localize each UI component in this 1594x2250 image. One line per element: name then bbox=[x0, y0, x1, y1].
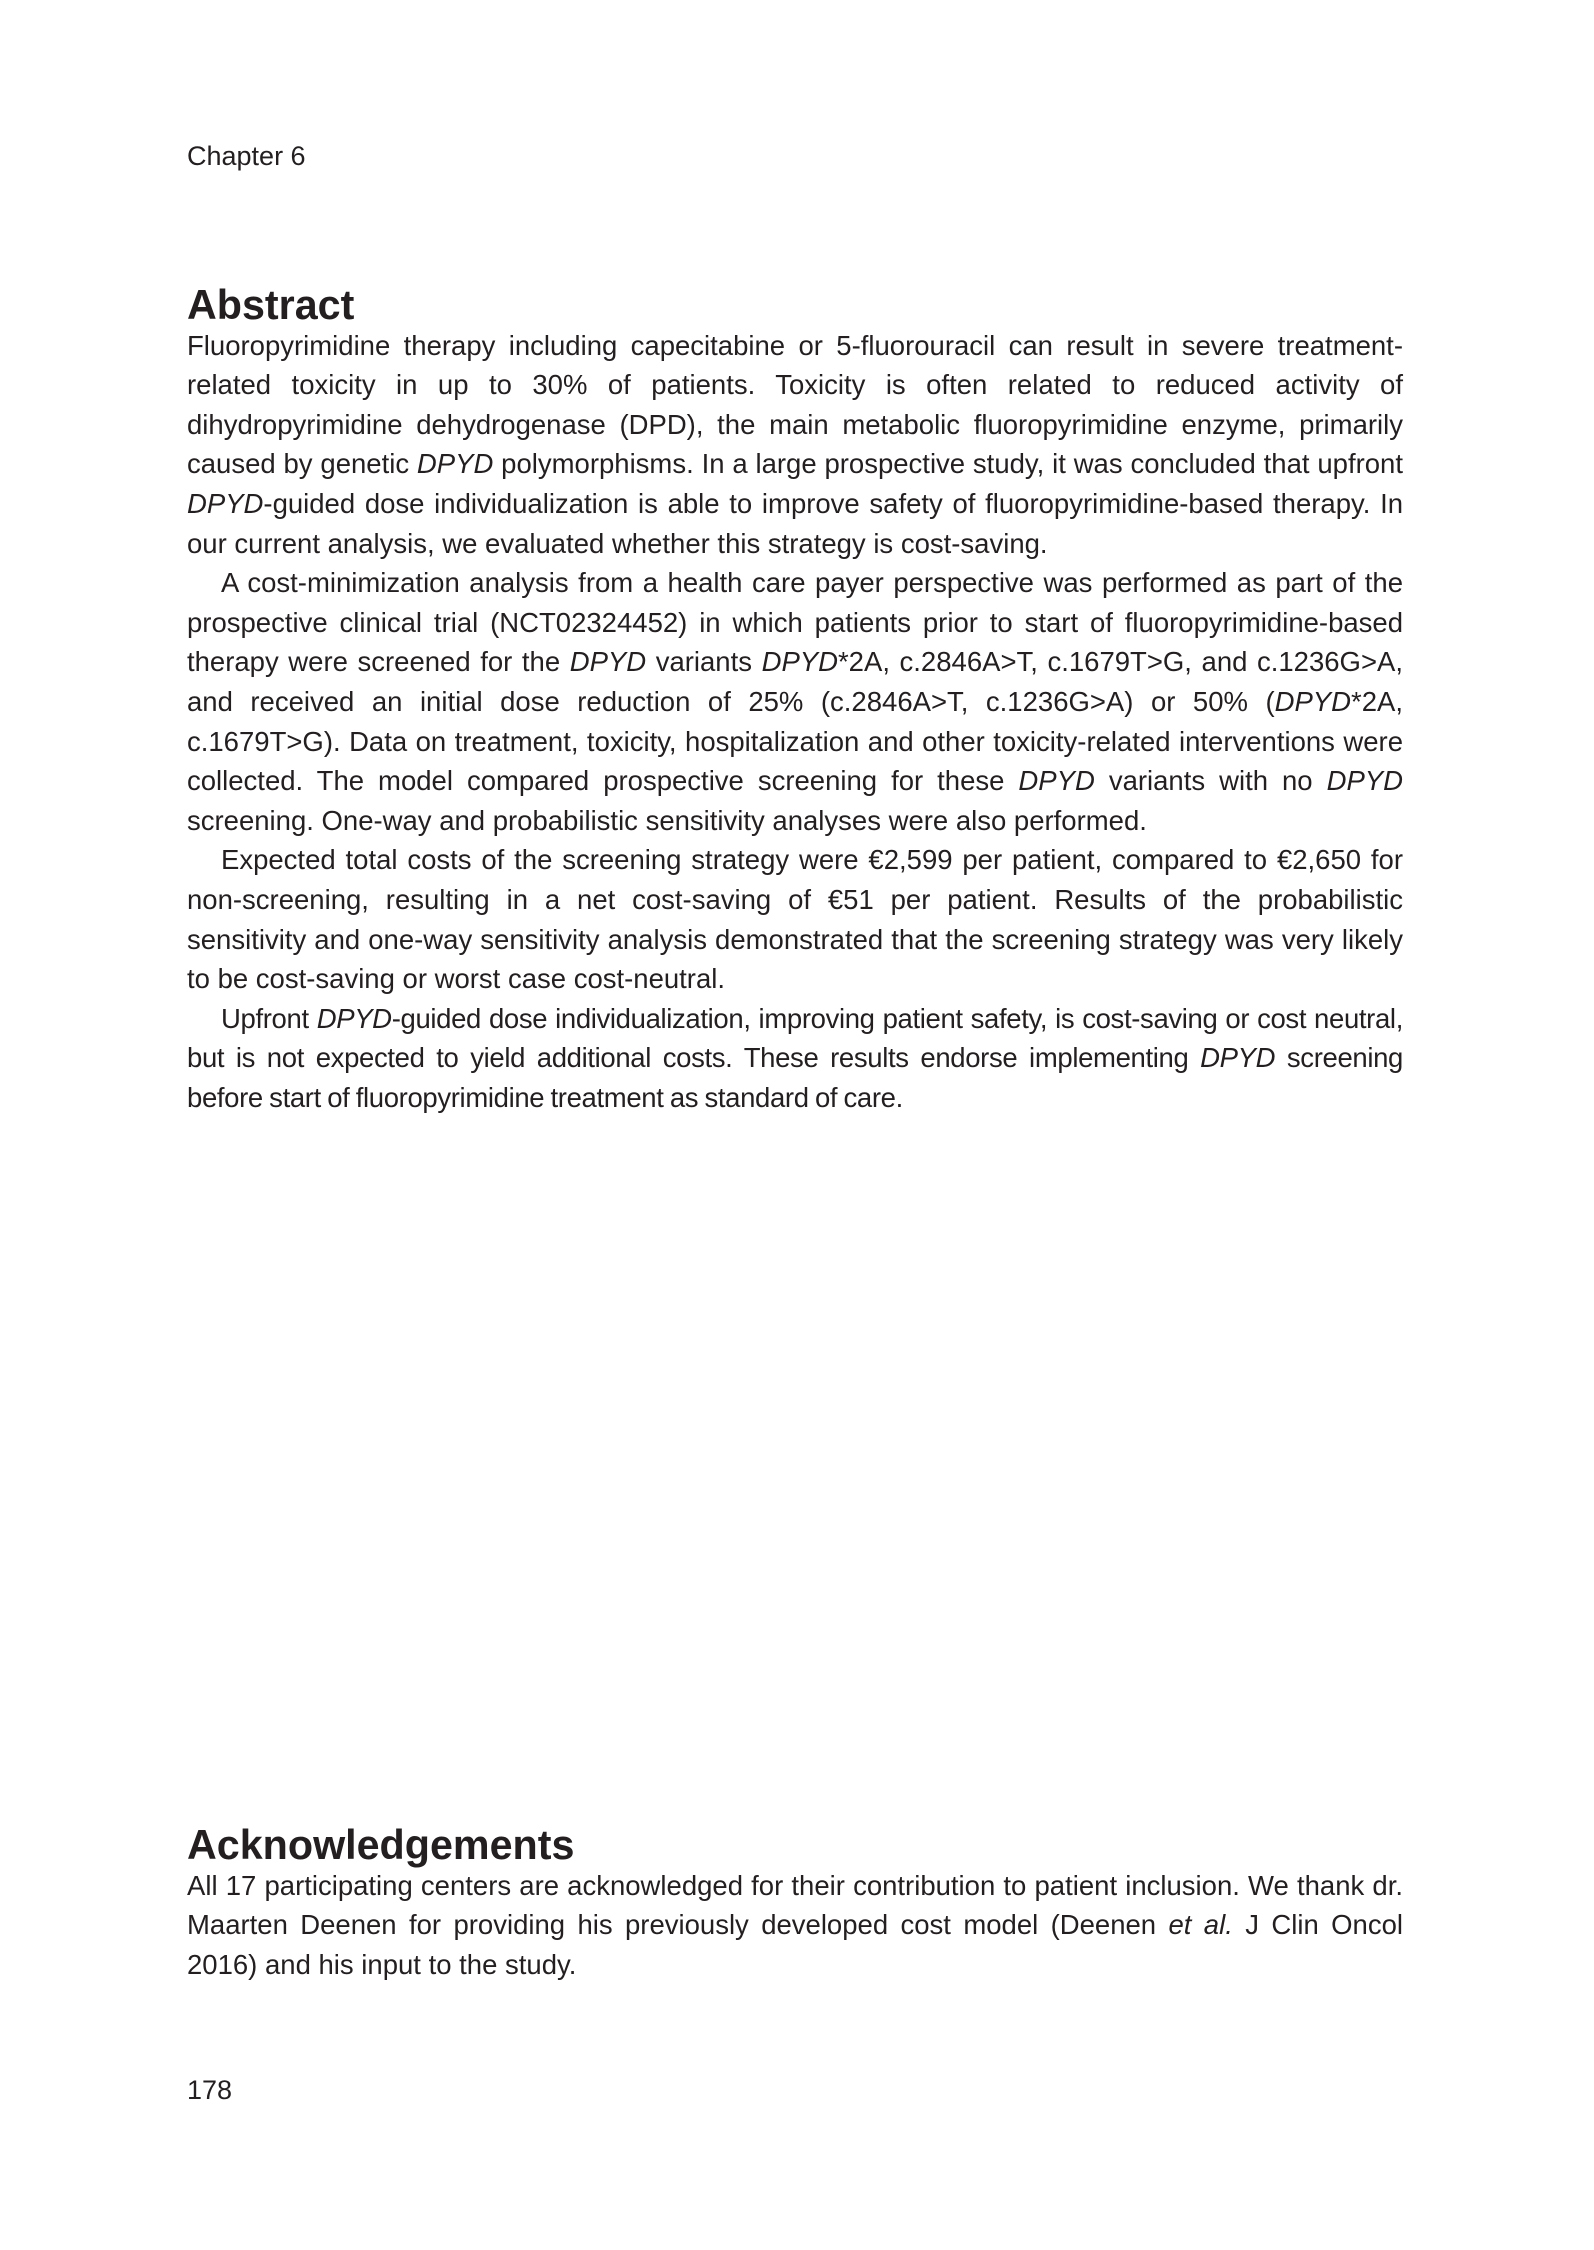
abstract-paragraph bbox=[187, 999, 1403, 1118]
text-run: polymorphisms. In a large prospective study, it was concluded that upfront bbox=[493, 448, 1403, 480]
acknowledgements-paragraph bbox=[187, 1866, 1403, 1985]
acknowledgements-heading: Acknowledgements bbox=[187, 1822, 575, 1868]
italic-term: DPYD bbox=[761, 646, 838, 678]
italic-term: DPYD bbox=[1200, 1042, 1276, 1074]
text-run: variants bbox=[646, 646, 762, 678]
text-run: screening before start of fluoropyrimidine treatment as standard of care. bbox=[187, 1042, 1403, 1113]
text-run: A cost-minimization analysis from a health care payer perspective was performed as part of the prospective clinical trial (NCT02324452) in which patients prior to start of fluoropyrimidine-based therapy were screened for the bbox=[187, 567, 1403, 678]
italic-term: DPYD bbox=[187, 487, 264, 519]
page-number: 178 bbox=[187, 2075, 233, 2105]
abstract-heading: Abstract bbox=[187, 282, 355, 328]
text-run: -guided dose individualization is able to improve safety of fluoropyrimidine-based therapy. In our current analysis, we evaluated whether this strategy is cost-saving. bbox=[187, 487, 1403, 559]
italic-term: DPYD bbox=[1018, 765, 1095, 797]
abstract-paragraph bbox=[187, 840, 1403, 998]
acknowledgements-section bbox=[187, 1822, 1403, 1984]
text-run: Upfront bbox=[221, 1002, 317, 1034]
text-run: *2A, c.1679T>G). Data on treatment, toxicity, hospitalization and other toxicity-related interventions were collected. The model compared prospective screening for these bbox=[187, 685, 1403, 797]
text-run: -guided dose individualization, improving patient safety, is cost-saving or cost neutral, but is not expected to yield additional costs. These results endorse implementing bbox=[187, 1002, 1403, 1074]
abstract-paragraph bbox=[187, 563, 1403, 840]
abstract-paragraph bbox=[187, 326, 1403, 564]
chapter-label: Chapter 6 bbox=[187, 141, 306, 171]
abstract-section bbox=[187, 282, 1403, 1117]
text-run: screening. One-way and probabilistic sensitivity analyses were also performed. bbox=[187, 804, 1147, 836]
italic-term: DPYD bbox=[416, 448, 494, 480]
italic-term: DPYD bbox=[316, 1002, 392, 1034]
text-run: All 17 participating centers are acknowledged for their contribution to patient inclusion. We thank dr. Maarten Deenen for providing his previously developed cost model (Deenen bbox=[187, 1869, 1403, 1941]
italic-term: DPYD bbox=[1274, 685, 1352, 717]
text-run: *2A, c.2846A>T, c.1679T>G, and c.1236G>A, and received an initial dose reduction of 25% (c.2846A>T, c.1236G>A) or 50% ( bbox=[187, 646, 1403, 717]
text-run: Fluoropyrimidine therapy including capecitabine or 5-fluorouracil can result in severe treatment-related toxicity in up to 30% of patients. Toxicity is often related to reduced activity of dihydropyrimidine dehydrogenase (DPD), the main metabolic fluoropyrimidine enzyme, primarily caused by genetic bbox=[187, 329, 1403, 480]
italic-term: et al. bbox=[1168, 1909, 1233, 1941]
text-run: Expected total costs of the screening strategy were €2,599 per patient, compared to €2,650 for non-screening, resulting in a net cost-saving of €51 per patient. Results of the probabilistic sensitivity and one-way sensitivity analysis demonstrated that the screening strategy was very likely to be cost-saving or worst case cost-neutral. bbox=[187, 844, 1403, 995]
text-run: J Clin Oncol 2016) and his input to the study. bbox=[187, 1909, 1403, 1980]
text-run: variants with no bbox=[1094, 765, 1327, 797]
italic-term: DPYD bbox=[1326, 765, 1403, 797]
italic-term: DPYD bbox=[569, 646, 647, 678]
